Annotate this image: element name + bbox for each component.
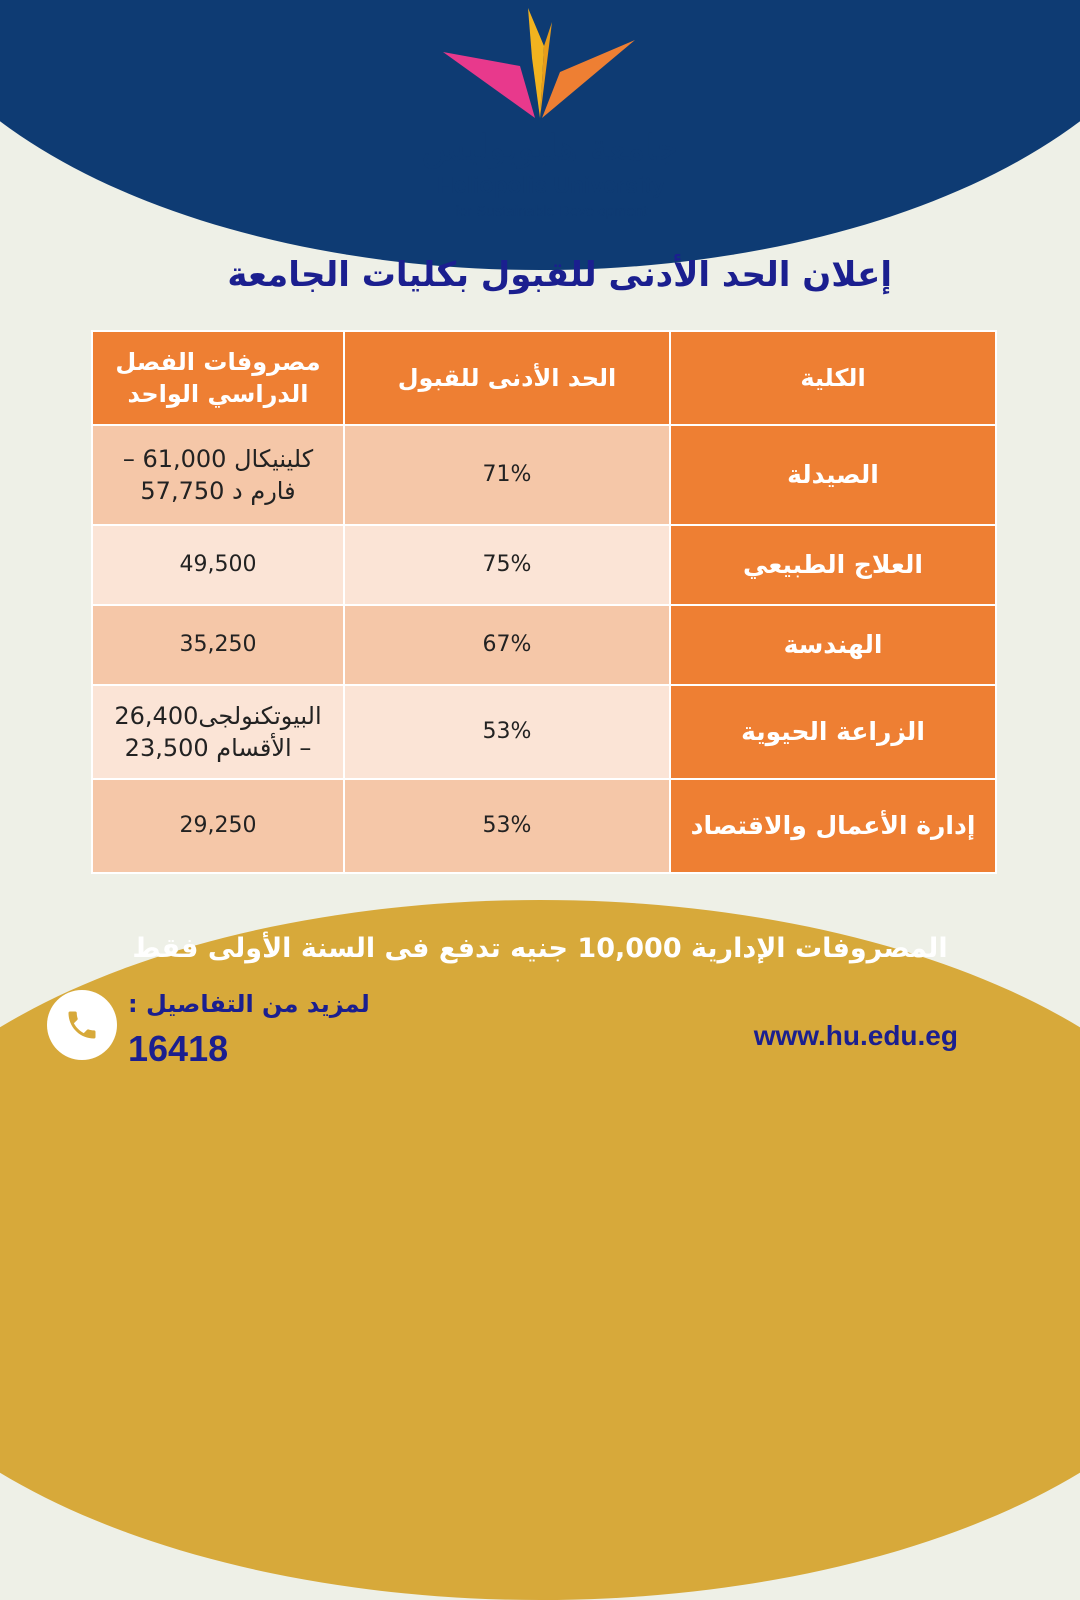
fees-cell: 49,500 — [92, 525, 344, 605]
table-row — [92, 425, 996, 525]
admission-fees-table — [91, 330, 997, 874]
logo-english-name: Heliopolis University — [437, 172, 665, 198]
min-admission-cell: 53% — [344, 779, 670, 873]
phone-icon[interactable] — [47, 990, 117, 1060]
logo-subtitle: for Sustainable Development — [454, 203, 648, 220]
min-admission-cell: 53% — [344, 685, 670, 779]
header-faculty: الكلية — [670, 331, 996, 425]
fees-cell: كلينيكال 61,000 – فارم د 57,750 — [92, 425, 344, 525]
fees-cell: 35,250 — [92, 605, 344, 685]
fees-cell: البيوتكنولجى26,400 – الأقسام 23,500 — [92, 685, 344, 779]
page-title: إعلان الحد الأدنى للقبول بكليات الجامعة — [227, 255, 892, 295]
logo-arabic-name: جامعة هليوبوليس — [421, 128, 679, 169]
administrative-fees-note: المصروفات الإدارية 10,000 جنيه تدفع فى السنة الأولى فقط — [132, 933, 948, 964]
min-admission-cell: 67% — [344, 605, 670, 685]
faculty-cell: الزراعة الحيوية — [670, 685, 996, 779]
table-row — [92, 525, 996, 605]
header-semester-fees: مصروفات الفصل الدراسي الواحد — [92, 331, 344, 425]
table-row — [92, 685, 996, 779]
faculty-cell: الصيدلة — [670, 425, 996, 525]
faculty-cell: العلاج الطبيعي — [670, 525, 996, 605]
fees-cell: 29,250 — [92, 779, 344, 873]
faculty-cell: الهندسة — [670, 605, 996, 685]
phone-number[interactable]: 16418 — [128, 1028, 229, 1069]
min-admission-cell: 71% — [344, 425, 670, 525]
table-row — [92, 779, 996, 873]
table-row — [92, 605, 996, 685]
min-admission-cell: 75% — [344, 525, 670, 605]
more-info-label: لمزيد من التفاصيل : — [128, 990, 370, 1018]
header-min-admission: الحد الأدنى للقبول — [344, 331, 670, 425]
faculty-cell: إدارة الأعمال والاقتصاد — [670, 779, 996, 873]
website-link[interactable]: www.hu.edu.eg — [753, 1020, 958, 1051]
table-header-row — [92, 331, 996, 425]
heliopolis-university-logo-mark — [440, 0, 640, 130]
